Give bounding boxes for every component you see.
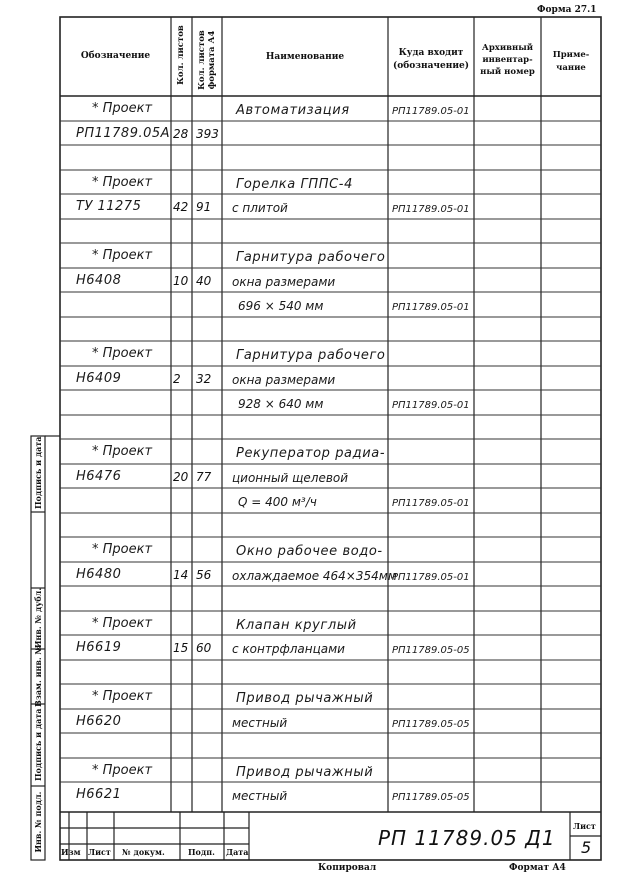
tb-sheet-label: Лист <box>573 821 596 831</box>
name-line-2: с контрфланцами <box>232 642 345 656</box>
designation-line-2: Н6408 <box>76 273 122 288</box>
margin-podp-data-2: Подпись и дата <box>33 436 43 509</box>
designation-line-2: Н6480 <box>76 567 122 582</box>
sheets-a4: 77 <box>196 470 212 484</box>
name-line-1: Привод рычажный <box>236 765 374 780</box>
designation-line-1: * Проект <box>92 689 153 704</box>
name-line-1: Рекуператор радиа- <box>236 446 386 461</box>
margin-inv-dubl: Инв. № дубл. <box>33 587 43 649</box>
form-label: Форма 27.1 <box>537 5 597 15</box>
name-line-3: 696 × 540 мм <box>238 299 324 313</box>
designation-line-1: * Проект <box>92 616 153 631</box>
sheets-a4: 91 <box>196 200 212 214</box>
designation-line-1: * Проект <box>92 346 153 361</box>
name-line-1: Гарнитура рабочего <box>236 348 386 363</box>
where-used: РП11789.05-01 <box>392 572 470 583</box>
header-sheets-count: Кол. листов <box>176 25 186 85</box>
tb-doc-no: № докум. <box>122 847 165 857</box>
footer-format: Формат А4 <box>509 863 566 873</box>
designation-line-2: РП11789.05А <box>76 126 171 141</box>
where-used: РП11789.05-05 <box>392 719 470 730</box>
name-line-2: окна размерами <box>232 275 336 289</box>
name-line-2: местный <box>232 716 288 730</box>
sheets-count: 15 <box>173 641 189 655</box>
where-used: РП11789.05-05 <box>392 645 470 656</box>
name-line-1: Горелка ГППС-4 <box>236 177 353 192</box>
name-line-1: Привод рычажный <box>236 691 374 706</box>
where-used: РП11789.05-01 <box>392 400 470 411</box>
header-sheets-a4: Кол. листов формата А4 <box>197 30 217 90</box>
name-line-1: Гарнитура рабочего <box>236 250 386 265</box>
name-line-1: Окно рабочее водо- <box>236 544 383 559</box>
sheets-count: 14 <box>173 568 189 582</box>
sheets-a4: 60 <box>196 641 212 655</box>
tb-izm: Изм <box>61 847 81 857</box>
sheets-count: 20 <box>173 470 189 484</box>
designation-line-2: ТУ 11275 <box>76 199 142 214</box>
header-designation: Обозначение <box>80 51 151 61</box>
designation-line-1: * Проект <box>92 101 153 116</box>
header-name: Наименование <box>265 52 345 62</box>
sheets-count: 2 <box>173 372 181 386</box>
tb-podp: Подп. <box>188 847 215 857</box>
name-line-2: ционный щелевой <box>232 471 349 485</box>
margin-podp-data-1: Подпись и дата <box>33 708 43 781</box>
where-used: РП11789.05-01 <box>392 498 470 509</box>
sheets-count: 42 <box>173 200 189 214</box>
sheets-count: 10 <box>173 274 189 288</box>
designation-line-1: * Проект <box>92 444 153 459</box>
designation-line-2: Н6621 <box>76 787 122 802</box>
header-where-used: Куда входит (обозначение) <box>393 48 469 71</box>
margin-vzam-inv: Взам. инв. № <box>33 645 43 707</box>
name-line-2: окна размерами <box>232 373 336 387</box>
where-used: РП11789.05-01 <box>392 106 470 117</box>
footer-copied: Копировал <box>318 863 377 873</box>
designation-line-2: Н6619 <box>76 640 122 655</box>
tb-list: Лист <box>88 847 111 857</box>
designation-line-2: Н6409 <box>76 371 122 386</box>
name-line-1: Клапан круглый <box>236 618 357 633</box>
sheets-a4: 32 <box>196 372 212 386</box>
name-line-3: Q = 400 м³/ч <box>238 495 317 509</box>
name-line-2: охлаждаемое 464×354мм <box>232 569 397 583</box>
designation-line-1: * Проект <box>92 248 153 263</box>
where-used: РП11789.05-05 <box>392 792 470 803</box>
name-line-3: 928 × 640 мм <box>238 397 324 411</box>
designation-line-1: * Проект <box>92 763 153 778</box>
where-used: РП11789.05-01 <box>392 204 470 215</box>
tb-data: Дата <box>226 847 249 857</box>
name-line-2: местный <box>232 789 288 803</box>
sheets-a4: 40 <box>196 274 212 288</box>
sheets-a4: 56 <box>196 568 212 582</box>
sheets-count: 28 <box>173 127 189 141</box>
name-line-1: Автоматизация <box>236 103 350 118</box>
margin-inv-podl: Инв. № подл. <box>33 791 43 853</box>
tb-sheet-number: 5 <box>581 838 592 857</box>
designation-line-2: Н6620 <box>76 714 122 729</box>
name-line-2: с плитой <box>232 201 288 215</box>
sheets-a4: 393 <box>196 127 219 141</box>
designation-line-1: * Проект <box>92 175 153 190</box>
designation-line-1: * Проект <box>92 542 153 557</box>
header-note: Приме- чание <box>552 50 590 73</box>
tb-designation: РП 11789.05 Д1 <box>378 826 556 850</box>
header-archive: Архивный инвентар- ный номер <box>480 43 535 77</box>
designation-line-2: Н6476 <box>76 469 122 484</box>
where-used: РП11789.05-01 <box>392 302 470 313</box>
